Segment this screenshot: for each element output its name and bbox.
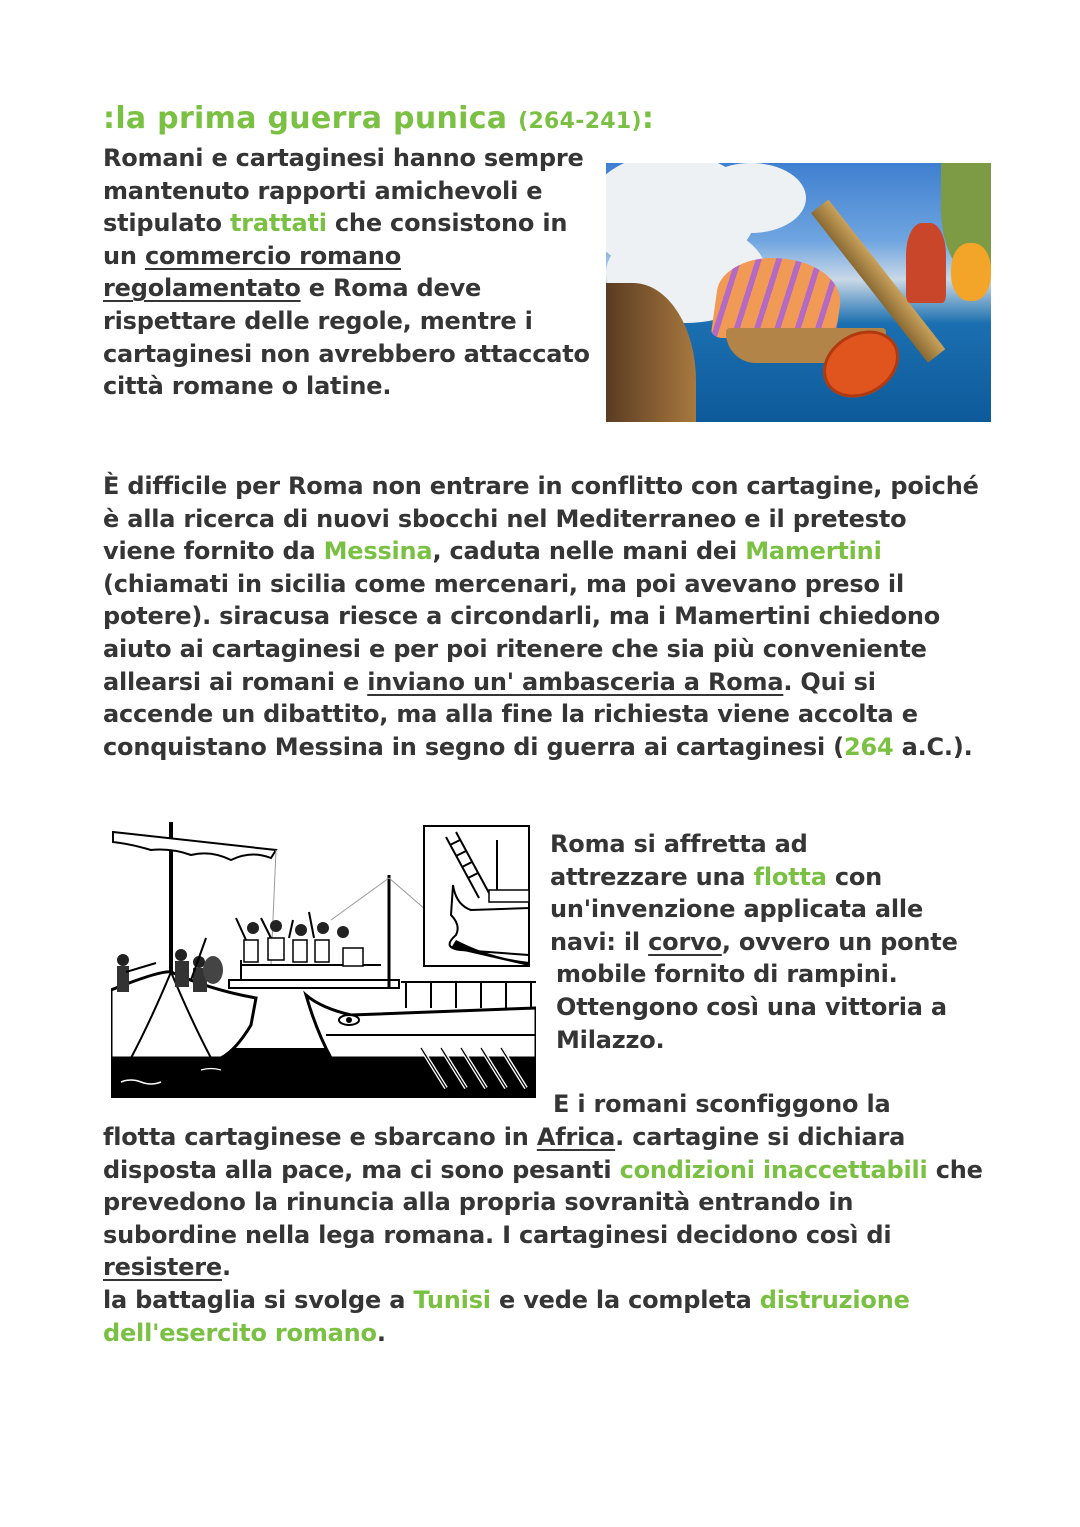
text-segment: . Qui si accende un dibattito, ma alla fine la richiesta viene accolta e conquistano Messina in segno di guerra ai cartaginesi (: [103, 667, 918, 761]
highlight-tunisi: Tunisi: [413, 1285, 491, 1314]
naval-battle-painting: [606, 163, 991, 422]
paragraph-conflict: [103, 470, 983, 763]
page-title: [103, 101, 654, 136]
underline-africa: Africa: [536, 1123, 616, 1151]
text-segment: (chiamati in sicilia come mercenari, ma poi avevano preso il potere). siracusa riesce a circondarli, ma i Mamertini chiedono aiuto ai cartaginesi e per poi ritenere che sia più conveniente allearsi ai romani e: [103, 569, 941, 696]
text-line: un'invenzione applicata alle: [550, 895, 924, 924]
text-segment: flotta cartaginese e sbarcano in: [103, 1123, 537, 1151]
text-segment: .: [376, 1318, 386, 1347]
highlight-mamertini: Mamertini: [745, 537, 882, 566]
text-segment: a.C.).: [893, 732, 973, 761]
highlight-distruzione: distruzione dell'esercito romano: [103, 1285, 910, 1347]
title-suffix: :: [641, 101, 655, 136]
text-segment: , ovvero un ponte: [721, 927, 958, 956]
highlight-flotta: flotta: [753, 862, 827, 891]
text-segment: È difficile per Roma non entrare in conflitto con cartagine, poiché è alla ricerca di nuovi sbocchi nel Mediterraneo e il pretesto viene fornito da: [103, 472, 979, 566]
text-segment: che prevedono la rinuncia alla propria sovranità entrando in subordine nella lega romana. I cartaginesi decidono così di: [103, 1155, 983, 1249]
text-line: [550, 861, 980, 894]
text-segment: .: [221, 1253, 231, 1282]
text-line: [550, 926, 980, 959]
corvus-illustration: [111, 820, 536, 1098]
text-segment: navi: il: [550, 927, 649, 956]
text-segment: e vede la completa: [490, 1285, 760, 1314]
highlight-trattati: trattati: [230, 209, 327, 238]
highlight-year: 264: [843, 732, 894, 761]
underline-resistere: resistere: [103, 1253, 222, 1282]
text-line: Ottengono così una vittoria a: [556, 992, 947, 1021]
highlight-condizioni: condizioni inaccettabili: [619, 1155, 928, 1184]
text-line: mobile fornito di rampini.: [556, 960, 898, 989]
title-prefix: :: [103, 101, 116, 136]
paragraph-africa-lead: E i romani sconfiggono la: [553, 1090, 891, 1118]
text-segment: la battaglia si svolge a: [103, 1285, 414, 1314]
highlight-messina: Messina: [323, 537, 433, 566]
text-line: Roma si affretta ad: [550, 830, 808, 858]
paragraph-corvus: [550, 828, 980, 1056]
underline-corvo: corvo: [648, 927, 722, 956]
text-segment: che consistono in un: [103, 209, 568, 270]
text-segment: Romani e cartaginesi hanno sempre mantenuto rapporti amichevoli e stipulato: [103, 144, 584, 238]
text-segment: attrezzare una: [550, 862, 754, 891]
underline-ambasceria: inviano un' ambasceria a Roma: [367, 667, 784, 696]
paragraph-africa: [103, 1121, 983, 1349]
paragraph-relations: [103, 142, 593, 403]
title-text: la prima guerra punica: [115, 101, 519, 136]
underline-commercio: commercio romano regolamentato: [103, 241, 401, 303]
text-segment: e Roma deve rispettare delle regole, mentre i cartaginesi non avrebbero attaccato città romane o latine.: [103, 274, 590, 401]
title-years: (264-241): [518, 109, 642, 134]
text-segment: , caduta nelle mani dei: [432, 537, 746, 566]
text-segment: con: [826, 862, 883, 891]
text-line: Milazzo.: [556, 1025, 665, 1054]
text-segment: . cartagine si dichiara disposta alla pace, ma ci sono pesanti: [103, 1123, 906, 1184]
